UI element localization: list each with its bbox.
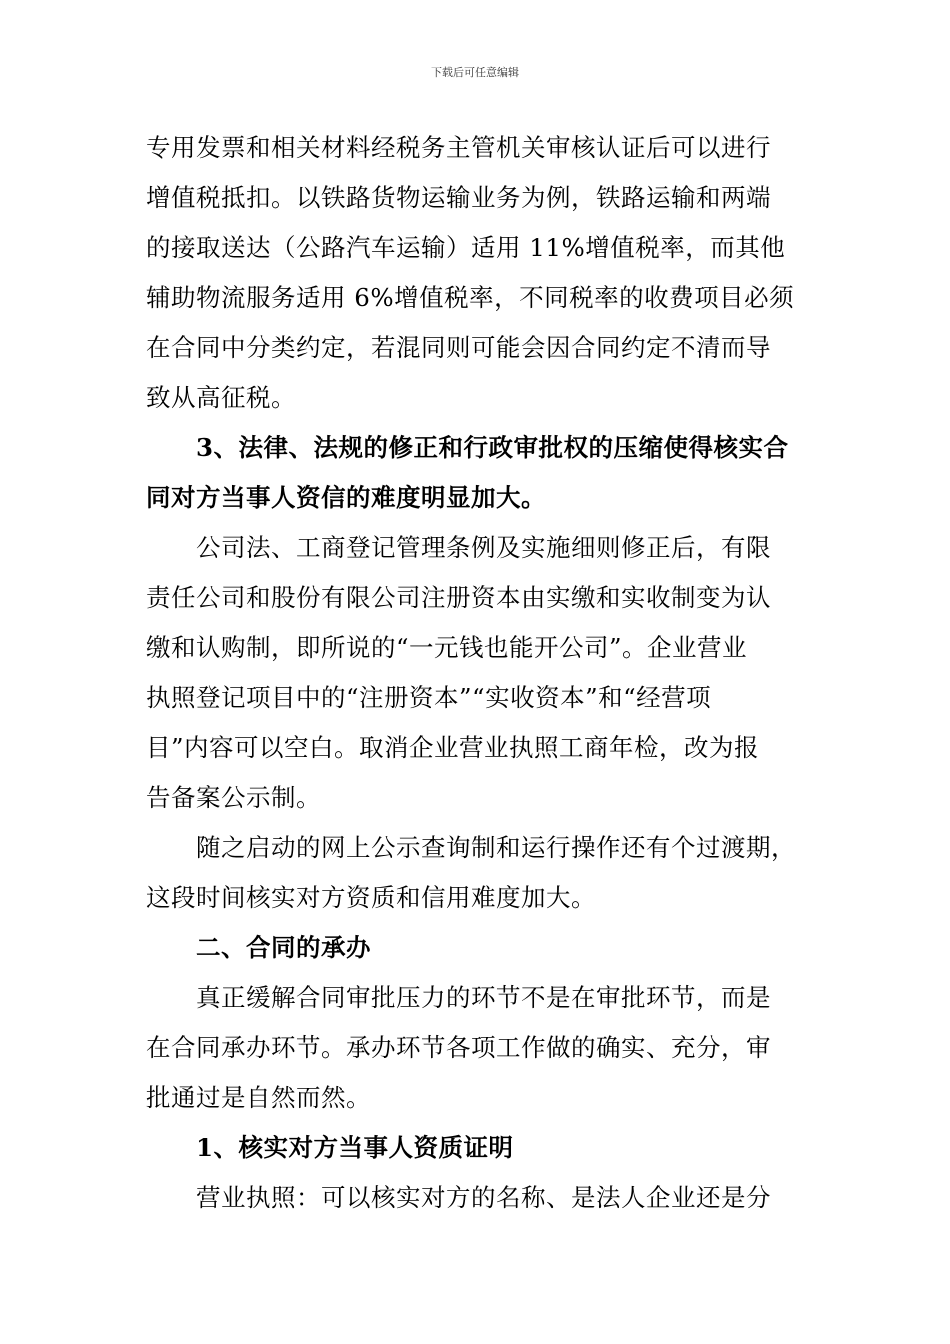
- body-text-line: 责任公司和股份有限公司注册资本由实缴和实收制变为认: [146, 583, 771, 612]
- body-text-line: 这段时间核实对方资质和信用难度加大。: [146, 883, 596, 912]
- body-text-line: 目”内容可以空白。取消企业营业执照工商年检，改为报: [146, 733, 760, 762]
- body-text-line: 辅助物流服务适用 6%增值税率，不同税率的收费项目必须: [146, 283, 795, 312]
- body-text-line: 营业执照：可以核实对方的名称、是法人企业还是分: [196, 1183, 771, 1212]
- body-text-line: 批通过是自然而然。: [146, 1083, 371, 1112]
- section-heading-line: 同对方当事人资信的难度明显加大。: [146, 483, 546, 512]
- body-text-line: 在合同承办环节。承办环节各项工作做的确实、充分，审: [146, 1033, 771, 1062]
- section-heading-line: 二、合同的承办: [196, 933, 371, 962]
- body-text-line: 专用发票和相关材料经税务主管机关审核认证后可以进行: [146, 133, 771, 162]
- page-header-note: 下载后可任意编辑: [431, 66, 519, 79]
- body-text-line: 告备案公示制。: [146, 783, 321, 812]
- section-heading-line: 3、法律、法规的修正和行政审批权的压缩使得核实合: [196, 433, 789, 462]
- section-heading-line: 1、核实对方当事人资质证明: [196, 1133, 514, 1162]
- body-text-line: 执照登记项目中的“注册资本”“实收资本”和“经营项: [146, 683, 712, 712]
- body-text-line: 随之启动的网上公示查询制和运行操作还有个过渡期，: [196, 833, 796, 862]
- body-text-line: 的接取送达（公路汽车运输）适用 11%增值税率，而其他: [146, 233, 786, 262]
- body-text-line: 致从高征税。: [146, 383, 296, 412]
- body-text-line: 缴和认购制，即所说的“一元钱也能开公司”。企业营业: [146, 633, 748, 662]
- body-text-line: 公司法、工商登记管理条例及实施细则修正后，有限: [196, 533, 771, 562]
- body-text-line: 真正缓解合同审批压力的环节不是在审批环节，而是: [196, 983, 771, 1012]
- body-text-line: 在合同中分类约定，若混同则可能会因合同约定不清而导: [146, 333, 771, 362]
- body-text-line: 增值税抵扣。以铁路货物运输业务为例，铁路运输和两端: [146, 183, 771, 212]
